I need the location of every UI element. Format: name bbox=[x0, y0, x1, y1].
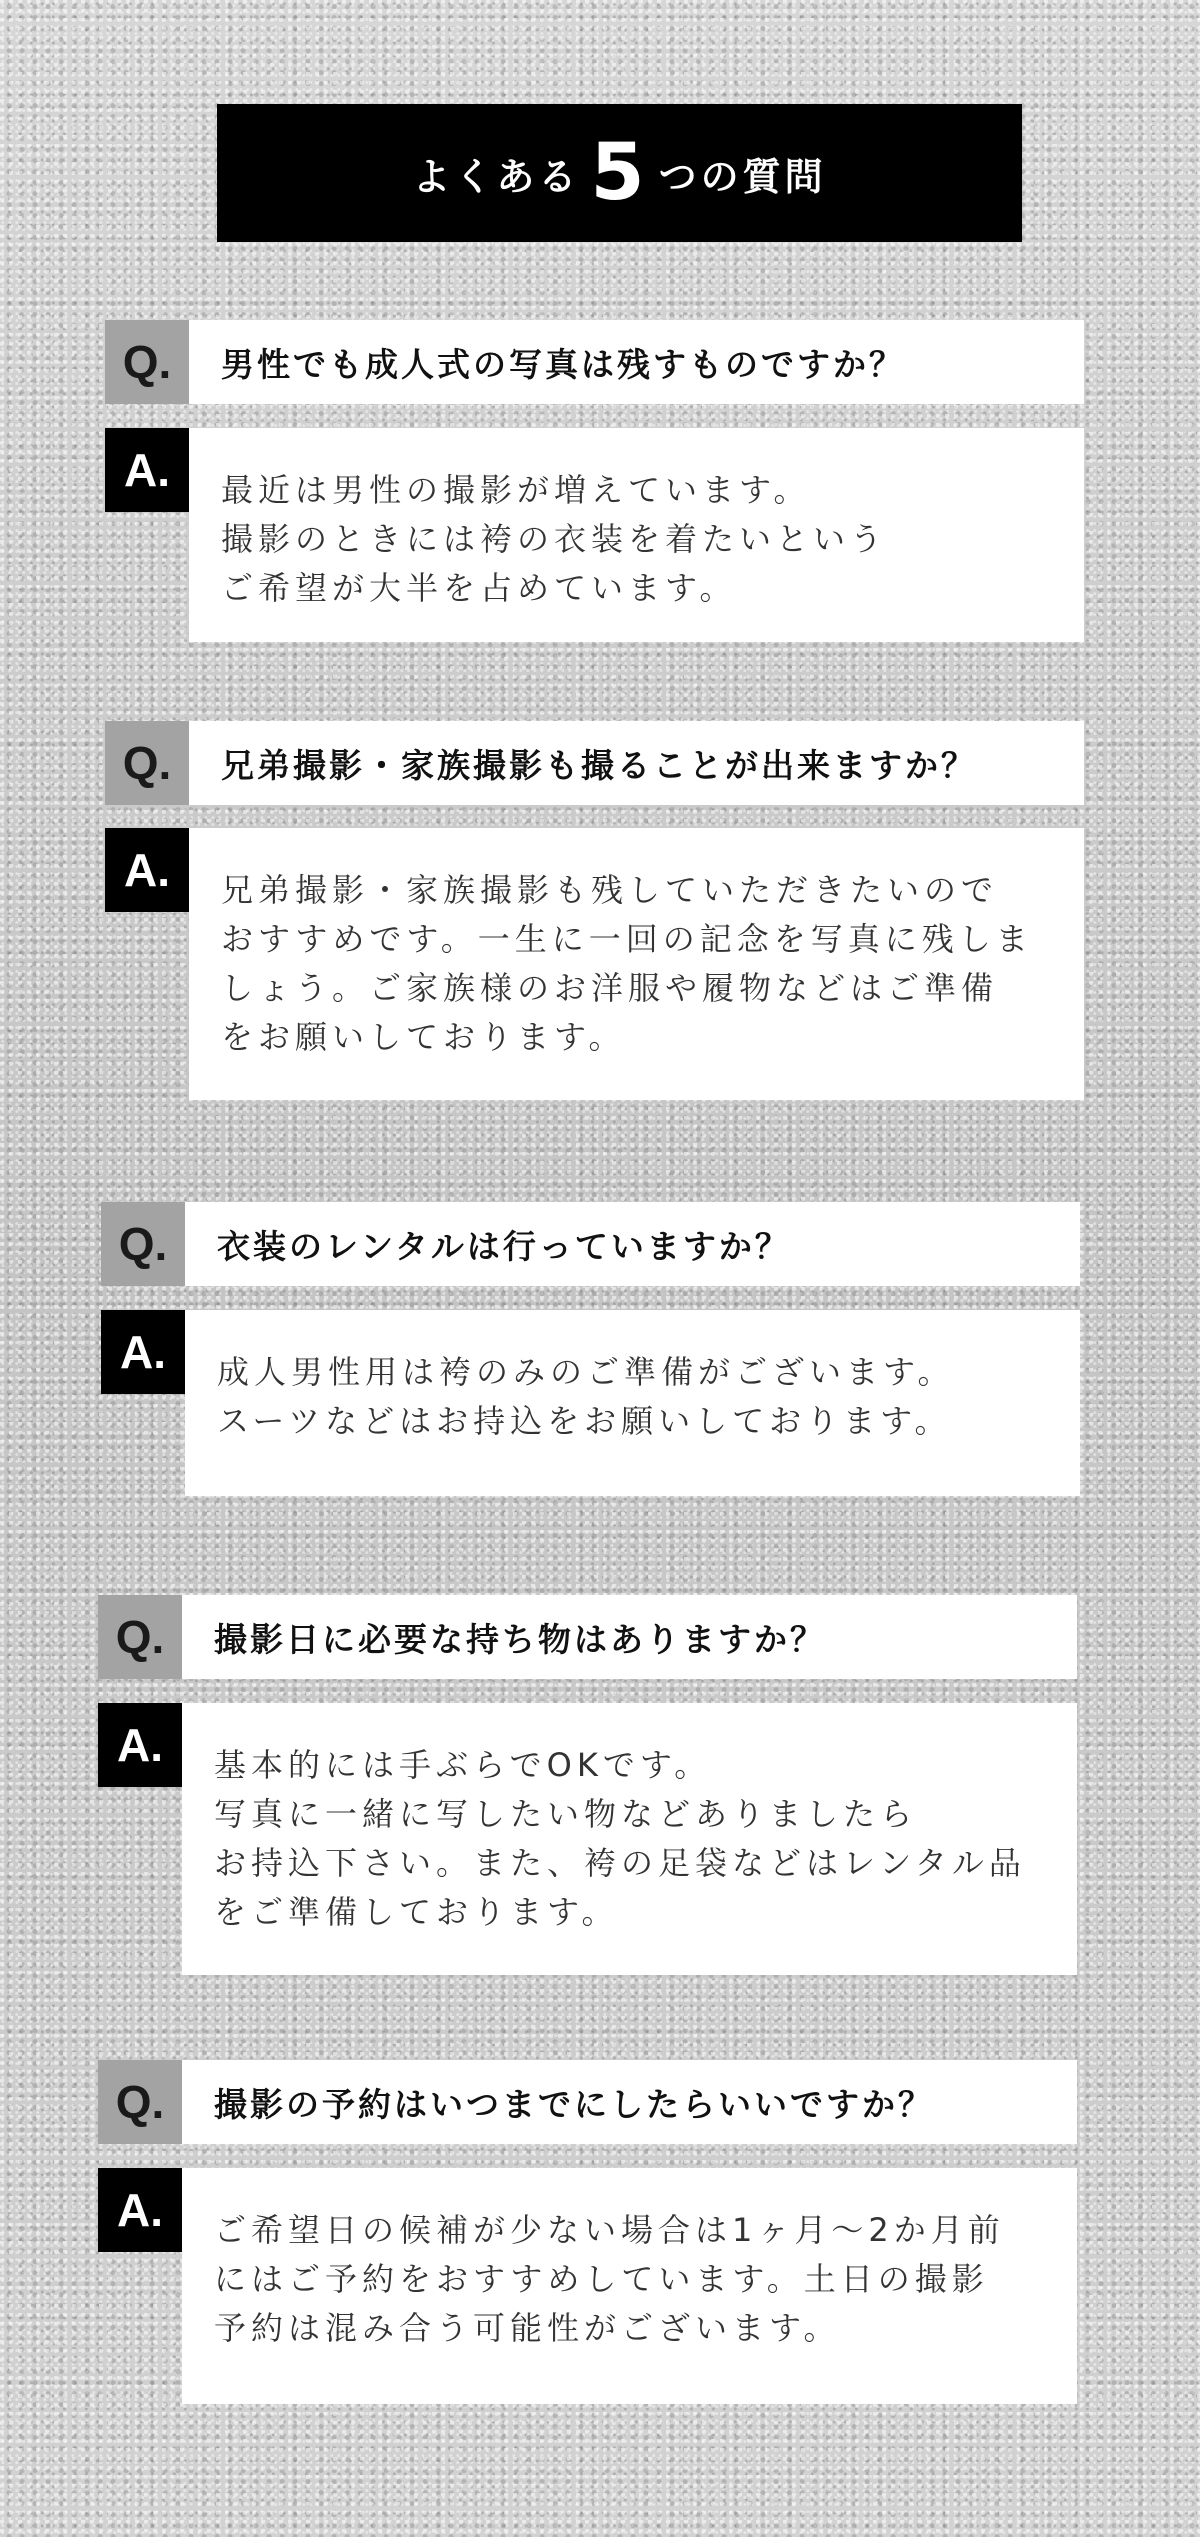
question-text: 撮影日に必要な持ち物はありますか？ bbox=[182, 1595, 1077, 1679]
answer-label: A. bbox=[98, 1703, 182, 1787]
answer-box bbox=[185, 1310, 1080, 1496]
question-label: Q. bbox=[105, 320, 189, 404]
title-prefix: よくある bbox=[412, 154, 581, 199]
answer-line: 撮影のときには袴の衣装を着たいという bbox=[221, 520, 888, 558]
answer-box bbox=[182, 2168, 1077, 2404]
question-label: Q. bbox=[101, 1202, 185, 1286]
question-label: Q. bbox=[105, 721, 189, 805]
answer-line: スーツなどはお持込をお願いしております。 bbox=[217, 1402, 952, 1440]
answer-box bbox=[182, 1703, 1077, 1975]
faq-title-banner bbox=[217, 104, 1022, 242]
answer-line: しょう。ご家族様のお洋服や履物などはご準備 bbox=[221, 969, 999, 1007]
question-text: 衣装のレンタルは行っていますか？ bbox=[185, 1202, 1080, 1286]
answer-line: 成人男性用は袴のみのご準備がございます。 bbox=[217, 1353, 955, 1391]
answer-label: A. bbox=[105, 428, 189, 512]
answer-line: ご希望が大半を占めています。 bbox=[221, 569, 737, 607]
question-text: 兄弟撮影・家族撮影も撮ることが出来ますか？ bbox=[189, 721, 1084, 805]
answer-line: 予約は混み合う可能性がございます。 bbox=[214, 2309, 841, 2347]
title-number: 5 bbox=[590, 128, 649, 218]
answer-label: A. bbox=[101, 1310, 185, 1394]
question-label: Q. bbox=[98, 2060, 182, 2144]
answer-line: おすすめです。一生に一回の記念を写真に残しま bbox=[221, 920, 1033, 958]
answer-line: 写真に一緒に写したい物などありましたら bbox=[214, 1795, 918, 1833]
answer-line: 最近は男性の撮影が増えています。 bbox=[221, 471, 811, 509]
question-text: 撮影の予約はいつまでにしたらいいですか？ bbox=[182, 2060, 1077, 2144]
answer-line: 兄弟撮影・家族撮影も残していただきたいので bbox=[221, 871, 999, 909]
answer-box bbox=[189, 428, 1084, 642]
answer-line: をご準備しております。 bbox=[214, 1893, 619, 1931]
question-text: 男性でも成人式の写真は残すものですか？ bbox=[189, 320, 1084, 404]
answer-line: 基本的には手ぶらでOKです。 bbox=[214, 1746, 712, 1784]
title-suffix: つの質問 bbox=[658, 154, 827, 199]
answer-line: お持込下さい。また、袴の足袋などはレンタル品 bbox=[214, 1844, 1026, 1882]
question-label: Q. bbox=[98, 1595, 182, 1679]
answer-label: A. bbox=[98, 2168, 182, 2252]
answer-line: ご希望日の候補が少ない場合は1ヶ月〜2か月前 bbox=[214, 2211, 1005, 2249]
answer-label: A. bbox=[105, 828, 189, 912]
answer-box bbox=[189, 828, 1084, 1100]
answer-line: をお願いしております。 bbox=[221, 1018, 626, 1056]
answer-line: にはご予約をおすすめしています。土日の撮影 bbox=[214, 2260, 989, 2298]
